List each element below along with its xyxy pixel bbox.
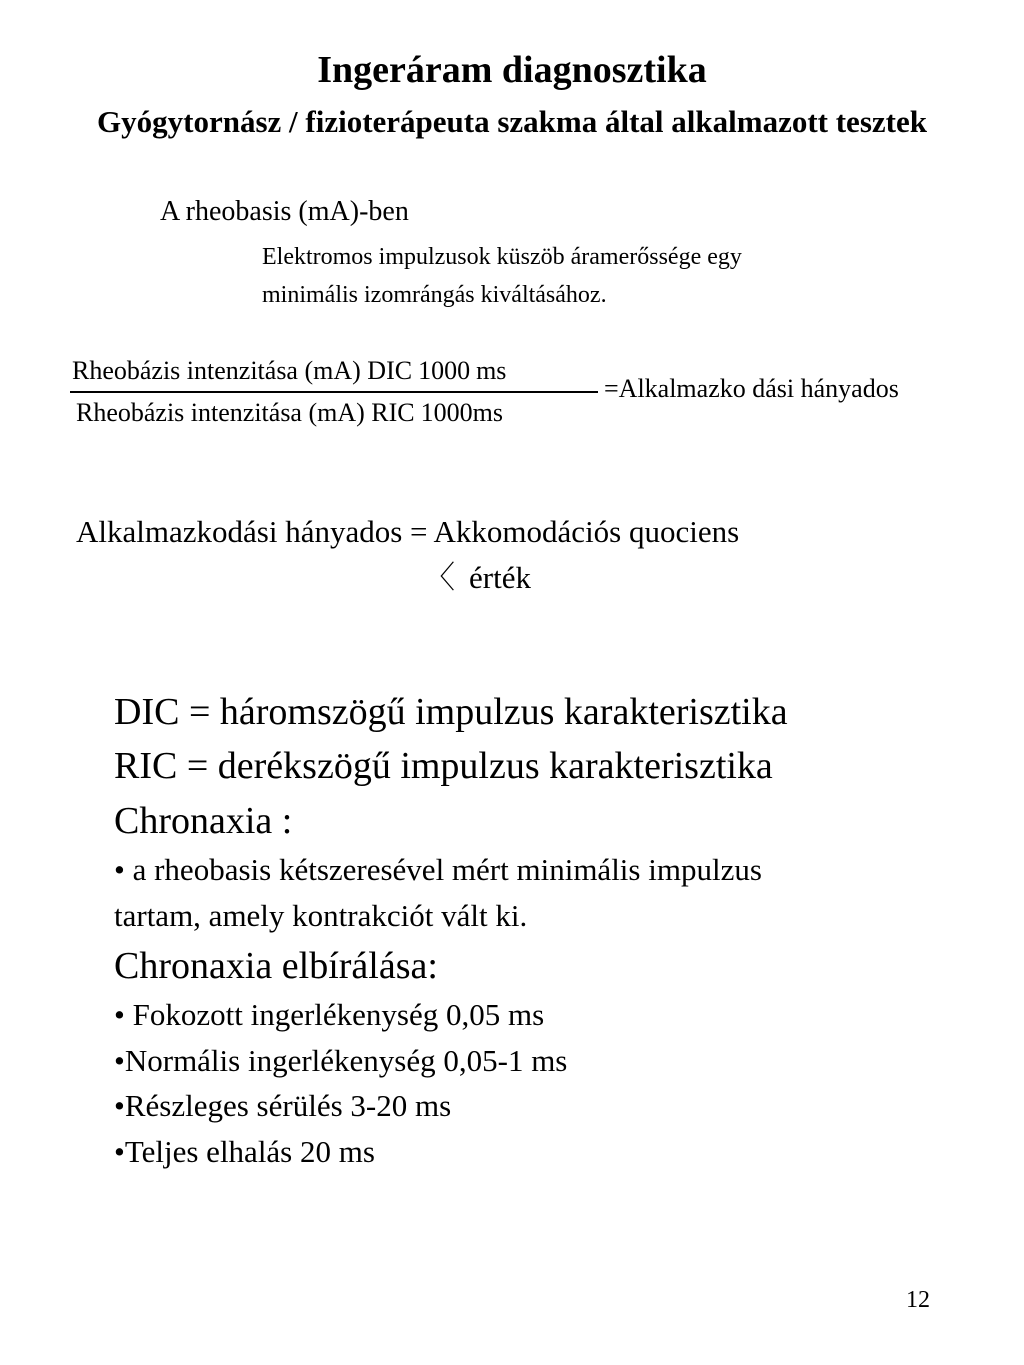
- chronaxia-bullet-line-1: • a rheobasis kétszeresével mért minimális impulzus: [114, 852, 762, 887]
- formula-result: [604, 372, 899, 406]
- evaluation-item: •Teljes elhalás 20 ms: [114, 1134, 375, 1169]
- numerator-duration: 1000: [418, 356, 471, 385]
- formula-denominator: [76, 396, 503, 430]
- numerator-unit: ms: [476, 356, 507, 385]
- fraction-bar: [70, 391, 598, 393]
- denominator-label: Rheobázis intenzitása (mA) RIC: [76, 398, 415, 427]
- dic-definition: DIC = háromszögű impulzus karakterisztika: [114, 691, 788, 733]
- quotient-value-line: [424, 556, 531, 600]
- formula-equals: =: [604, 374, 619, 403]
- formula-numerator: [72, 354, 506, 388]
- evaluation-item: • Fokozott ingerlékenység 0,05 ms: [114, 997, 545, 1032]
- chronaxia-bullet-line-2: tartam, amely kontrakciót vált ki.: [114, 898, 528, 933]
- angle-bracket-symbol: 〈: [424, 560, 455, 595]
- evaluation-item: •Részleges sérülés 3-20 ms: [114, 1088, 452, 1123]
- quotient-definition: Alkalmazkodási hányados = Akkomodációs quociens: [76, 514, 740, 549]
- page-number: 12: [906, 1287, 930, 1313]
- accommodation-formula: [70, 350, 970, 440]
- slide-subtitle: Gyógytornász / fizioterápeuta szakma által alkalmazott tesztek: [97, 104, 927, 139]
- rheobasis-definition-line-2: minimális izomrángás kiváltásához.: [262, 282, 607, 308]
- slide-title: Ingeráram diagnosztika: [317, 49, 707, 91]
- formula-result-text: Alkalmazko dási hányados: [618, 374, 899, 403]
- chronaxia-evaluation-heading: Chronaxia elbírálása:: [114, 945, 438, 987]
- quotient-value-word: érték: [469, 560, 531, 595]
- rheobasis-heading: A rheobasis (mA)-ben: [160, 196, 409, 227]
- numerator-label: Rheobázis intenzitása (mA) DIC: [72, 356, 413, 385]
- ric-definition: RIC = derékszögű impulzus karakterisztika: [114, 745, 773, 787]
- denominator-duration: 1000ms: [420, 398, 503, 427]
- rheobasis-definition-line-1: Elektromos impulzusok küszöb áramerőssége egy: [262, 244, 742, 270]
- chronaxia-heading: Chronaxia :: [114, 800, 293, 842]
- evaluation-item: •Normális ingerlékenység 0,05-1 ms: [114, 1043, 568, 1078]
